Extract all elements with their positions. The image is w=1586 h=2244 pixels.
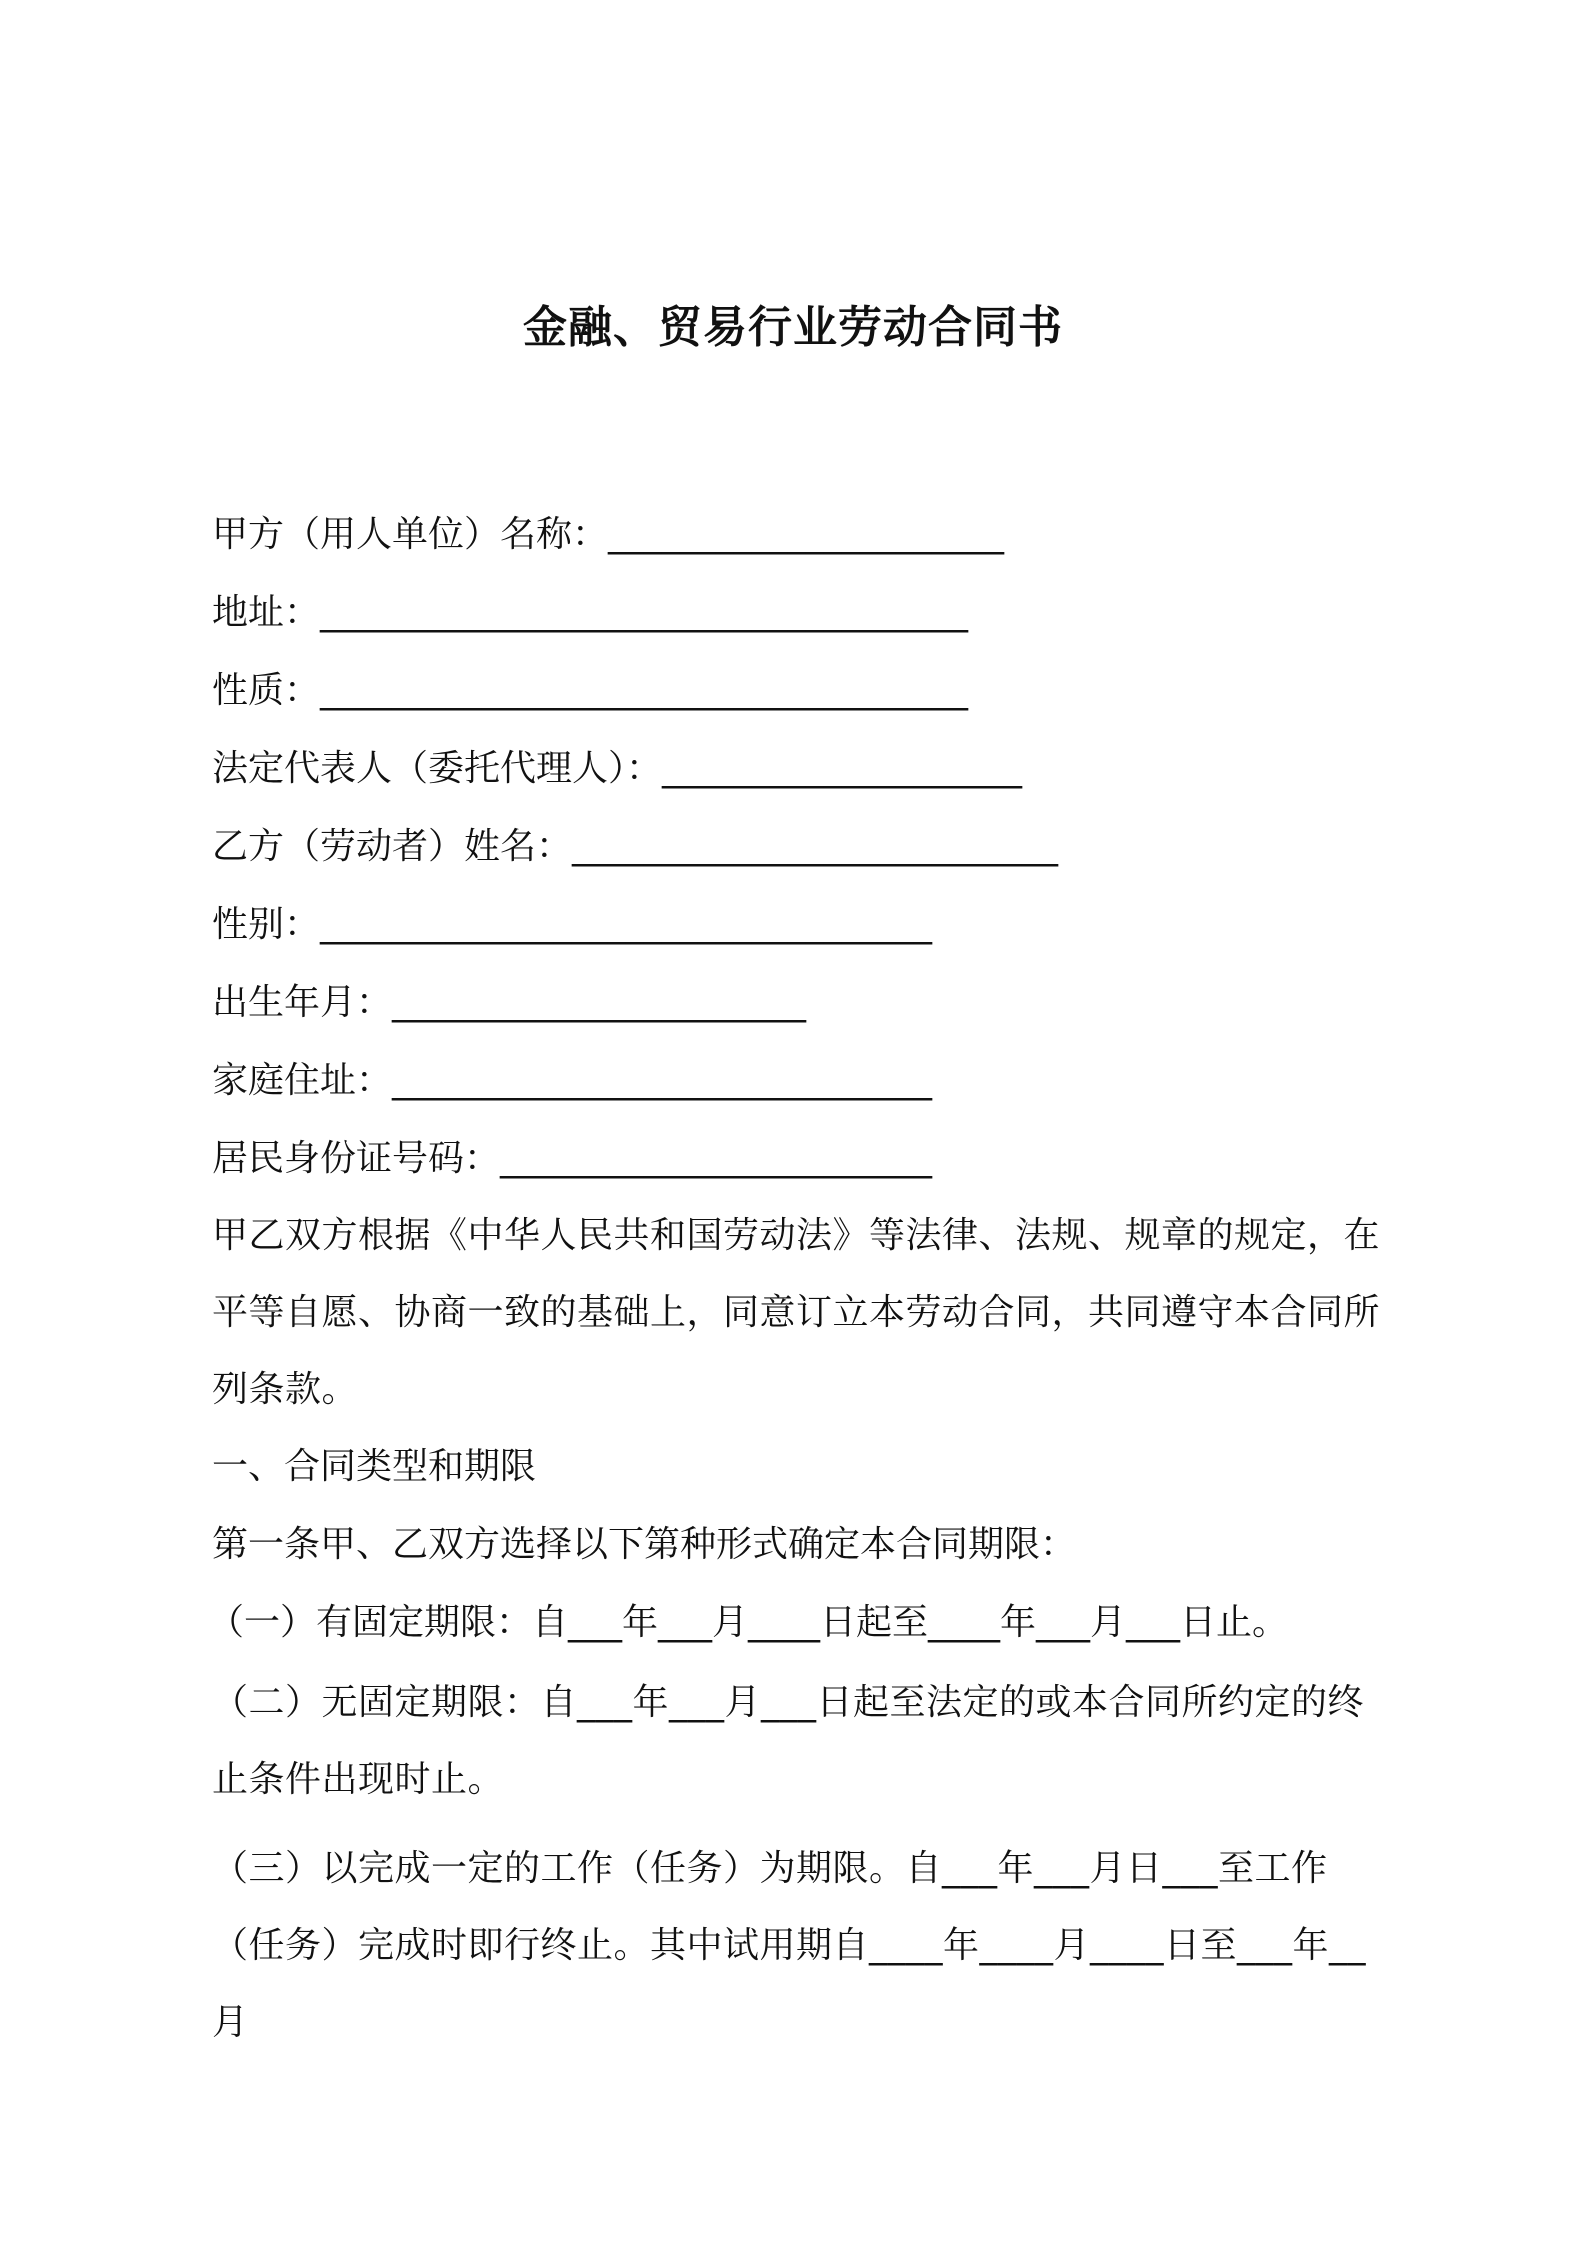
id-number-field: 居民身份证号码：________________________ (212, 1138, 933, 1179)
nature-field: 性质：____________________________________ (212, 670, 969, 711)
article-one: 第一条甲、乙双方选择以下第种形式确定本合同期限： (212, 1524, 1077, 1565)
section-heading: 一、合同类型和期限 (212, 1446, 537, 1487)
birth-date-field: 出生年月：_______________________ (212, 982, 807, 1023)
intro-paragraph: 甲乙双方根据《中华人民共和国劳动法》等法律、法规、规章的规定，在平等自愿、协商一致的基础上，同意订立本劳动合同，共同遵守本合同所列条款。 (212, 1215, 1381, 1410)
gender-field: 性别：__________________________________ (212, 904, 933, 945)
party-b-name-field: 乙方（劳动者）姓名：___________________________ (212, 826, 1059, 867)
term-option-open-ended: （二）无固定期限：自___年___月___日起至法定的或本合同所约定的终止条件出现时止。 (212, 1682, 1365, 1800)
home-address-field: 家庭住址：______________________________ (212, 1060, 933, 1101)
term-option-fixed: （一）有固定期限：自___年___月____日起至____年___月___日止。 (208, 1602, 1289, 1643)
address-field: 地址：____________________________________ (212, 592, 969, 633)
document-title: 金融、贸易行业劳动合同书 (523, 302, 1063, 353)
term-option-task-based: （三）以完成一定的工作（任务）为期限。自___年___月日___至工作（任务）完成时即行终止。其中试用期自____年____月____日至___年__月 (212, 1848, 1367, 2043)
party-a-name-field: 甲方（用人单位）名称：______________________ (212, 514, 1005, 555)
legal-representative-field: 法定代表人（委托代理人）：____________________ (212, 748, 1023, 789)
